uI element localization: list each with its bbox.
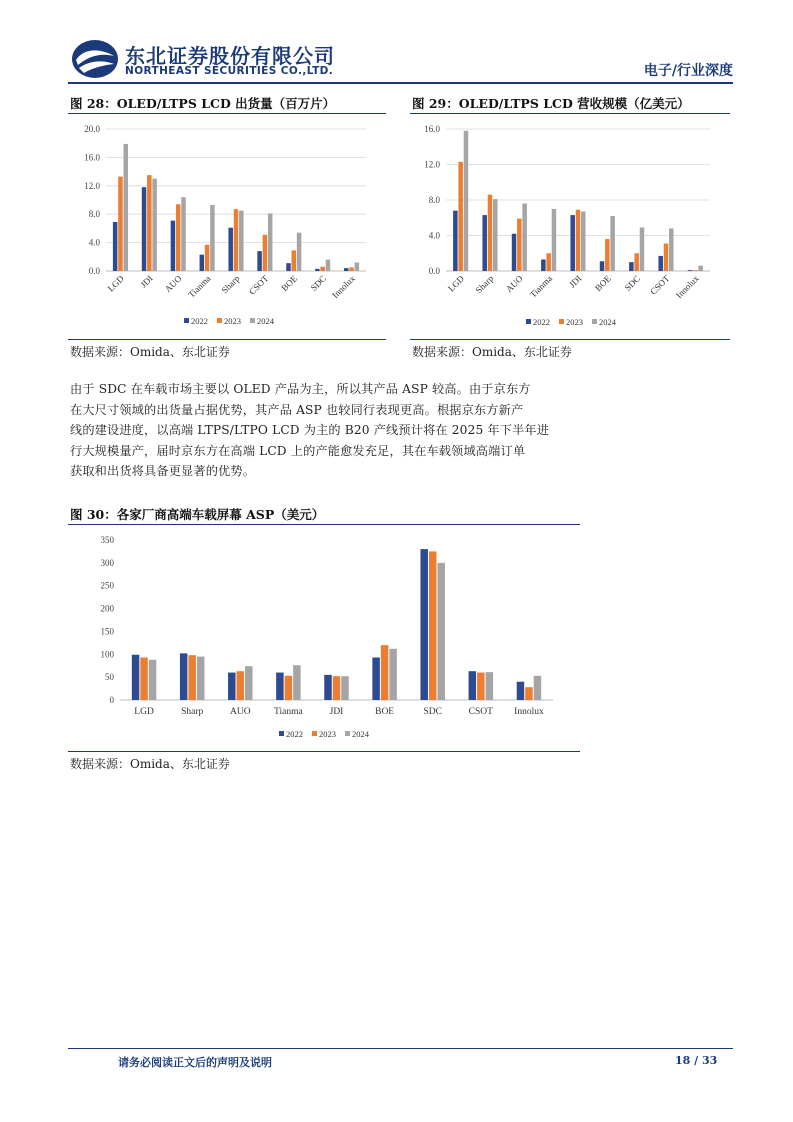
bar-2024-jdi (341, 676, 349, 700)
x-category-label: BOE (592, 273, 613, 294)
footer-disclaimer: 请务必阅读正文后的声明及说明 (118, 1056, 272, 1069)
bar-2023-tianma (205, 245, 210, 271)
x-category-label: JDI (567, 273, 584, 290)
bar-2023-tianma (285, 676, 293, 700)
bar-2024-auo (522, 204, 527, 271)
bar-2024-tianma (552, 209, 557, 271)
x-category-label: BOE (279, 273, 300, 294)
paragraph-line: 行大规模量产，届时京东方在高端 LCD 上的产能愈发充足，其在车载领域高端订单 (70, 443, 526, 458)
bar-2024-boe (389, 649, 397, 700)
bar-2024-sdc (326, 260, 331, 271)
legend-label: 2024 (352, 729, 369, 739)
bar-2023-lgd (458, 162, 463, 271)
bar-2023-innolux (525, 687, 533, 700)
figure-29-bottom-rule (410, 339, 730, 340)
bar-2024-tianma (210, 205, 215, 271)
company-name-en: NORTHEAST SECURITIES CO.,LTD. (125, 65, 334, 77)
bar-2022-sharp (180, 653, 188, 700)
bar-2022-innolux (517, 682, 525, 700)
bar-2024-auo (245, 666, 253, 700)
y-tick-label: 16.0 (84, 152, 100, 163)
legend-label: 2022 (286, 729, 303, 739)
paragraph-line: 由于 SDC 在车载市场主要以 OLED 产品为主，所以其产品 ASP 较高。由于京东方 (70, 382, 531, 396)
bar-2024-sharp (239, 211, 244, 271)
legend-swatch-2022 (184, 318, 189, 323)
bar-2023-auo (517, 219, 522, 271)
y-tick-label: 20.0 (84, 124, 100, 134)
bar-2024-innolux (355, 262, 360, 271)
x-category-label: Sharp (473, 273, 496, 296)
page-number: 18 / 33 (675, 1054, 718, 1067)
x-category-label: SDC (622, 273, 643, 293)
bar-2024-innolux (534, 676, 542, 700)
y-tick-label: 8.0 (88, 209, 100, 220)
y-tick-label: 0 (109, 695, 114, 705)
x-category-label: JDI (138, 273, 155, 290)
header (0, 0, 793, 95)
bar-2024-sdc (437, 563, 445, 700)
x-category-label: CSOT (648, 273, 672, 297)
figure-30-bottom-rule (68, 751, 580, 752)
x-category-label: LGD (105, 273, 126, 294)
legend-label: 2022 (191, 316, 208, 326)
y-tick-label: 12.0 (84, 180, 100, 191)
bar-2022-tianma (541, 259, 546, 271)
bar-2022-sdc (420, 549, 428, 700)
bar-2024-jdi (152, 179, 157, 271)
footer-rule (68, 1048, 733, 1049)
bar-2022-boe (286, 263, 291, 271)
bar-2023-boe (292, 250, 297, 271)
bar-2024-csot (268, 213, 273, 271)
bar-2022-sdc (629, 262, 634, 271)
figure-30-source: 数据来源：Omida、东北证券 (70, 757, 230, 771)
bar-2022-lgd (113, 222, 118, 271)
legend-swatch-2024 (345, 731, 350, 736)
y-tick-label: 12.0 (424, 159, 440, 170)
x-category-label: BOE (375, 707, 395, 717)
bar-2023-lgd (118, 177, 123, 271)
legend-swatch-2023 (312, 731, 317, 736)
body-paragraph (70, 379, 590, 482)
figure-29-source: 数据来源：Omida、东北证券 (412, 345, 572, 359)
y-tick-label: 300 (100, 557, 114, 568)
paragraph-line: 在大尺寸领域的出货量占据优势，其产品 ASP 也较同行表现更高。根据京东方新产 (70, 402, 524, 417)
bar-2023-sharp (234, 209, 239, 271)
x-category-label: LGD (134, 707, 154, 717)
y-tick-label: 250 (100, 580, 114, 591)
legend-label: 2023 (319, 729, 336, 739)
bar-2023-jdi (147, 175, 152, 271)
bar-2023-auo (176, 204, 181, 271)
y-tick-label: 16.0 (424, 124, 440, 134)
bar-2023-jdi (333, 676, 341, 700)
y-tick-label: 4.0 (88, 237, 100, 248)
x-category-label: Sharp (181, 707, 204, 717)
legend-label: 2024 (257, 316, 274, 326)
bar-2022-tianma (276, 673, 284, 700)
bar-2024-jdi (581, 212, 586, 271)
x-category-label: Tianma (274, 707, 303, 717)
bar-2023-sharp (488, 195, 493, 271)
bar-2024-sharp (493, 199, 498, 271)
x-category-label: Tianma (186, 273, 213, 300)
header-rule (68, 82, 733, 84)
bar-2023-boe (605, 239, 610, 271)
bar-2023-csot (263, 235, 268, 271)
paragraph-line: 线的建设进度，以高端 LTPS/LTPO LCD 为主的 B20 产线预计将在 2025 年下半年进 (70, 423, 550, 437)
company-logo-icon (70, 38, 120, 80)
bar-2022-boe (372, 657, 380, 700)
bar-2023-tianma (546, 253, 551, 271)
bar-2022-csot (257, 251, 262, 271)
figure-29-top-rule (410, 113, 730, 114)
paragraph-line: 获取和出货将具备更显著的优势。 (70, 464, 256, 478)
bar-2023-sdc (634, 253, 639, 271)
y-tick-label: 200 (100, 603, 114, 614)
bar-2022-csot (658, 256, 663, 271)
x-category-label: CSOT (246, 273, 271, 297)
x-category-label: JDI (329, 707, 344, 717)
x-category-label: Innolux (514, 707, 544, 717)
bar-2024-boe (297, 233, 302, 271)
bar-2022-tianma (200, 255, 205, 271)
bar-2022-sdc (315, 269, 320, 271)
bar-2024-lgd (464, 131, 469, 271)
figure-30-top-rule (68, 524, 580, 525)
bar-2024-boe (610, 216, 615, 271)
bar-2022-lgd (453, 211, 458, 271)
figure-28-source: 数据来源：Omida、东北证券 (70, 345, 230, 359)
figure-28-title: 图 28：OLED/LTPS LCD 出货量（百万片） (70, 96, 336, 111)
bar-2022-sharp (228, 228, 233, 271)
bar-2022-innolux (688, 270, 693, 271)
legend-label: 2023 (224, 316, 241, 326)
figure-29-title: 图 29：OLED/LTPS LCD 营收规模（亿美元） (412, 96, 690, 111)
legend-swatch-2023 (217, 318, 222, 323)
figure-28-top-rule (68, 113, 386, 114)
bar-2022-auo (512, 234, 517, 271)
bar-2023-sdc (320, 267, 325, 271)
y-tick-label: 50 (105, 672, 114, 683)
company-name-cn: 东北证券股份有限公司 (125, 44, 335, 68)
figure-28-bottom-rule (68, 339, 386, 340)
figure-28-chart (68, 115, 386, 337)
x-category-label: LGD (445, 273, 467, 294)
x-category-label: SDC (423, 707, 442, 717)
y-tick-label: 8.0 (428, 195, 440, 205)
figure-30-chart (68, 527, 580, 749)
figure-29-chart (410, 115, 730, 337)
bar-2022-auo (228, 673, 236, 700)
y-tick-label: 0.0 (88, 266, 100, 276)
bar-2023-sdc (429, 551, 437, 700)
legend-swatch-2022 (279, 731, 284, 736)
legend-label: 2023 (566, 317, 583, 327)
legend-swatch-2023 (559, 319, 564, 324)
section-label: 电子/行业深度 (643, 63, 733, 79)
x-category-label: Innolux (673, 273, 701, 301)
bar-2024-sharp (197, 657, 205, 700)
bar-2024-innolux (698, 266, 703, 271)
bar-2022-jdi (324, 675, 332, 700)
bar-2022-jdi (570, 215, 575, 271)
bar-2024-csot (486, 672, 494, 700)
x-category-label: Tianma (527, 273, 555, 300)
x-category-label: Sharp (219, 273, 242, 296)
bar-2023-auo (237, 671, 245, 700)
bar-2022-csot (469, 671, 477, 700)
bar-2023-innolux (693, 270, 698, 271)
bar-2022-boe (600, 261, 605, 271)
bar-2022-sharp (482, 215, 487, 271)
y-tick-label: 4.0 (428, 230, 440, 241)
bar-2024-auo (181, 197, 186, 271)
legend-swatch-2024 (250, 318, 255, 323)
legend-swatch-2022 (526, 319, 531, 324)
bar-2023-boe (381, 645, 389, 700)
x-category-label: Innolux (330, 273, 357, 301)
bar-2022-innolux (344, 268, 349, 271)
y-tick-label: 100 (100, 649, 114, 660)
y-tick-label: 150 (100, 626, 114, 637)
y-tick-label: 350 (100, 535, 114, 545)
bar-2023-sharp (188, 655, 196, 700)
bar-2023-csot (664, 243, 669, 271)
x-category-label: SDC (308, 273, 329, 293)
bar-2022-jdi (142, 187, 147, 271)
bar-2023-csot (477, 673, 485, 700)
legend-label: 2022 (533, 317, 550, 327)
bar-2023-jdi (576, 210, 581, 271)
bar-2024-lgd (123, 144, 128, 271)
figure-30-title: 图 30：各家厂商高端车载屏幕 ASP（美元） (70, 507, 325, 522)
bar-2022-auo (171, 221, 176, 271)
x-category-label: AUO (503, 273, 525, 295)
legend-swatch-2024 (592, 319, 597, 324)
bar-2023-innolux (349, 267, 354, 271)
bar-2024-sdc (640, 228, 645, 271)
bar-2024-tianma (293, 665, 301, 700)
y-tick-label: 0.0 (428, 266, 440, 276)
bar-2024-lgd (149, 660, 157, 700)
x-category-label: CSOT (468, 707, 493, 717)
bar-2022-lgd (132, 655, 140, 700)
bar-2024-csot (669, 228, 674, 271)
bar-2023-lgd (140, 657, 148, 700)
legend-label: 2024 (599, 317, 616, 327)
x-category-label: AUO (229, 707, 251, 717)
x-category-label: AUO (162, 273, 184, 295)
